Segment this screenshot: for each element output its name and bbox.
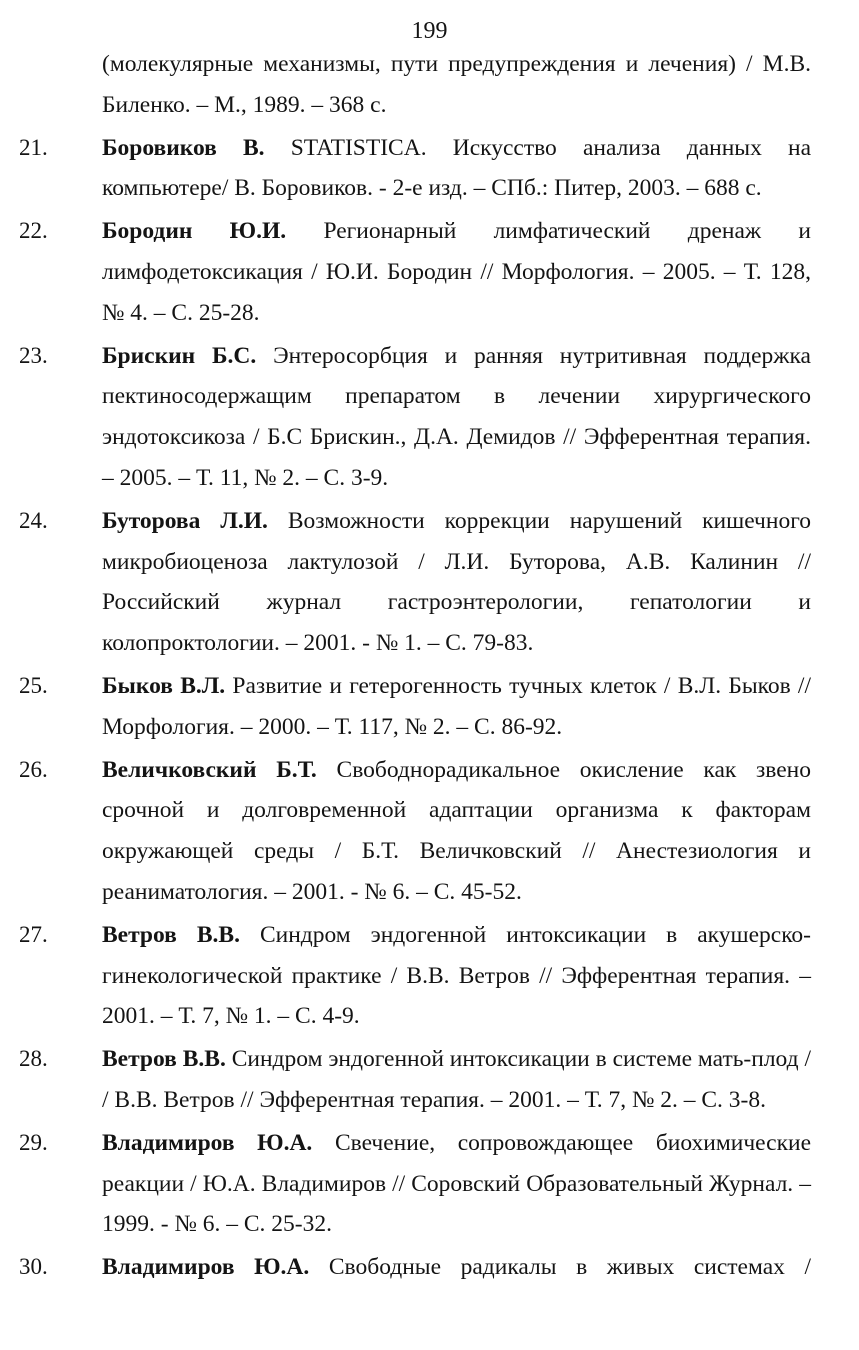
reference-text: [102, 501, 811, 664]
reference-entry-24: [0, 501, 859, 664]
reference-text: [102, 44, 811, 126]
reference-text: [102, 666, 811, 748]
page-number: 199: [411, 18, 448, 44]
reference-entry-22: [0, 211, 859, 333]
reference-number: 27.: [19, 921, 48, 947]
reference-text: [102, 750, 811, 913]
reference-entry-23: [0, 336, 859, 499]
reference-author: Буторова Л.И.: [102, 507, 268, 534]
reference-body: Регионарный лимфатический дренаж и лимфодетоксикация / Ю.И. Бородин // Морфология. – 2005. – Т. 128, № 4. – С. 25-28.: [102, 218, 812, 326]
reference-number: 22.: [19, 218, 48, 244]
reference-body: Свечение, сопровождающее биохимические реакции / Ю.А. Владимиров // Соровский Образовательный Журнал. – 1999. - № 6. – С. 25-32.: [102, 1129, 812, 1238]
reference-list: [0, 44, 859, 1290]
reference-author: Бородин Ю.И.: [102, 218, 287, 245]
reference-body: (молекулярные механизмы, пути предупреждения и лечения) / М.В. Биленко. – М., 1989. – 368 с.: [102, 51, 811, 118]
reference-number: 26.: [19, 756, 48, 782]
reference-entry-continuation: [0, 44, 859, 126]
reference-body: STATISTICA. Искусство анализа данных на компьютере/ В. Боровиков. - 2-е изд. – СПб.: Питер, 2003. – 688 с.: [102, 134, 812, 202]
reference-author: Величковский Б.Т.: [102, 756, 317, 783]
reference-entry-29: [0, 1123, 859, 1245]
reference-number: 29.: [19, 1129, 48, 1155]
reference-author: Ветров В.В.: [102, 921, 240, 948]
reference-text: [102, 915, 811, 1037]
reference-author: Владимиров Ю.А.: [102, 1254, 310, 1281]
reference-body: Возможности коррекции нарушений кишечного микробиоценоза лактулозой / Л.И. Буторова, А.В. Калинин // Российский журнал гастроэнтерологии, гепатологии и колопроктологии. – 2001. - № 1. – С. 79-83.: [102, 507, 812, 657]
reference-author: Владимиров Ю.А.: [102, 1129, 313, 1156]
reference-body: Развитие и гетерогенность тучных клеток / В.Л. Быков // Морфология. – 2000. – Т. 117, № 2. – С. 86-92.: [102, 672, 811, 740]
reference-body: Синдром эндогенной интоксикации в акушерско-гинекологической практике / В.В. Ветров // Эфферентная терапия. – 2001. – Т. 7, № 1. – С. 4-9.: [102, 921, 812, 1030]
reference-text: [102, 336, 811, 499]
reference-entry-26: [0, 750, 859, 913]
reference-number: 24.: [19, 507, 48, 533]
reference-body: Свободные радикалы в живых системах /: [328, 1254, 811, 1281]
reference-number: 23.: [19, 342, 48, 368]
reference-text: [102, 211, 811, 333]
reference-number: 28.: [19, 1046, 48, 1072]
reference-entry-25: [0, 666, 859, 748]
reference-author: Быков В.Л.: [102, 672, 226, 699]
reference-number: 30.: [19, 1254, 48, 1280]
reference-entry-21: [0, 128, 859, 210]
reference-number: 21.: [19, 134, 48, 160]
reference-body: Энтеросорбция и ранняя нутритивная поддержка пектиносодержащим препаратом в лечении хирургического эндотоксикоза / Б.С Брискин., Д.А. Демидов // Эфферентная терапия. – 2005. – Т. 11, № 2. – С. 3-9.: [102, 342, 811, 491]
reference-entry-28: [0, 1039, 859, 1121]
reference-text: [102, 128, 811, 210]
reference-entry-30: [0, 1247, 859, 1288]
reference-body: Синдром эндогенной интоксикации в системе мать-плод / / В.В. Ветров // Эфферентная терапия. – 2001. – Т. 7, № 2. – С. 3-8.: [102, 1046, 811, 1113]
reference-author: Ветров В.В.: [102, 1046, 226, 1073]
reference-text: [102, 1039, 811, 1121]
reference-author: Боровиков В.: [102, 134, 265, 161]
reference-number: 25.: [19, 672, 48, 698]
reference-entry-27: [0, 915, 859, 1037]
reference-body: Свободнорадикальное окисление как звено срочной и долговременной адаптации организма к факторам окружающей среды / Б.Т. Величковский // Анестезиология и реаниматология. – 2001. - № 6. – С. 45-52.: [102, 756, 811, 905]
reference-text: [102, 1247, 811, 1288]
reference-author: Брискин Б.С.: [102, 342, 257, 369]
reference-text: [102, 1123, 811, 1245]
